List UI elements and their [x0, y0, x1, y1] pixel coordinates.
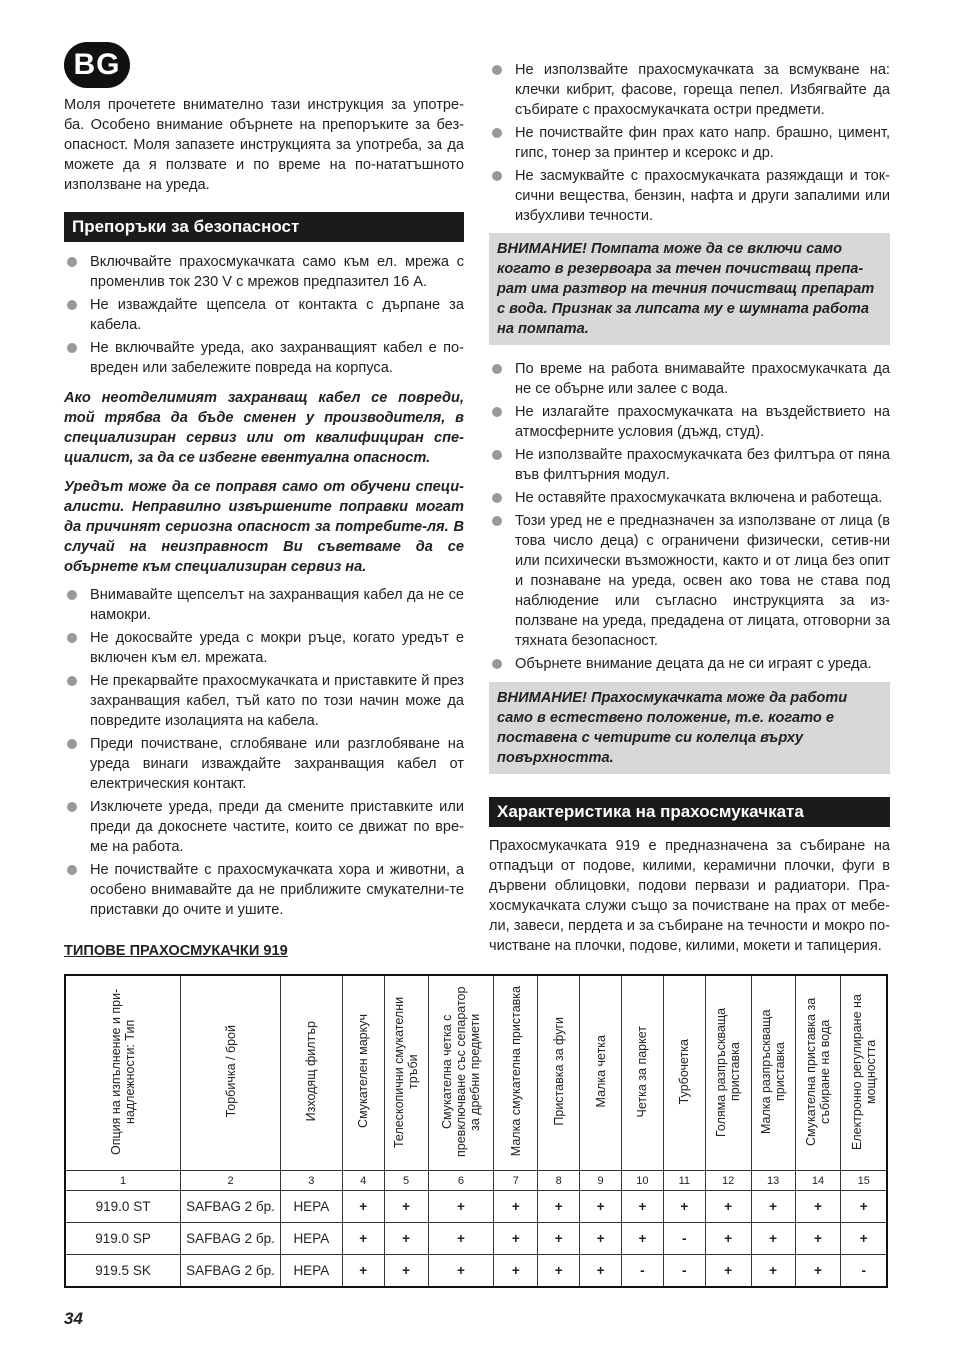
table-cell: +	[663, 1191, 705, 1223]
table-cell: +	[384, 1191, 428, 1223]
characteristics-paragraph: Прахосмукачката 919 е предназначена за събиране на отпадъци от подове, килими, керамични плочки, фуги в дървени облицовки, подови первази и радиатори. Пра-хосмукачката служи също за почистване на прах от мебе-ли, завеси, пердета и за събиране на течности и мокро по-чистване на плочки, подове, килими, мокети и тапицерия.	[489, 838, 890, 954]
table-cell: -	[841, 1255, 887, 1288]
table-cell: SAFBAG 2 бр.	[181, 1223, 281, 1255]
bullet-icon	[492, 516, 502, 526]
bullet-text: Не почиствайте фин прах като напр. брашно, цимент, гипс, тонер за принтер и ксерокс и др.	[515, 125, 890, 161]
bullet-text: Не използвайте прахосмукачката за всмукване на: клечки кибрит, фасове, гореща пепел. Избягвайте да събирате с прахосмукачката остри предмети.	[515, 62, 890, 118]
bullet-icon	[492, 364, 502, 374]
column-header-label: Четка за паркет	[635, 1025, 650, 1118]
bullet-text: Не докосвайте уреда с мокри ръце, когато уредът е включен към ел. мрежата.	[90, 630, 464, 666]
table-cell: +	[538, 1191, 580, 1223]
column-header	[342, 975, 384, 1171]
column-header-label: Приставка за фуги	[551, 1017, 566, 1126]
column-number: 1	[65, 1171, 181, 1191]
safety-list-2	[64, 585, 464, 920]
bullet-item	[489, 445, 890, 485]
table-cell: +	[428, 1255, 494, 1288]
bullet-icon	[67, 676, 77, 686]
table-cell: +	[622, 1191, 664, 1223]
warning-repair: Уредът може да се поправя само от обучени специ-алисти. Неправилно извършените поправки могат да причинят сериозна опасност за потребите-ля. В случай на неизправност Ви съветваме да се обърнете към специализиран сервиз на.	[64, 479, 464, 575]
bullet-icon	[67, 590, 77, 600]
table-cell: SAFBAG 2 бр.	[181, 1255, 281, 1288]
table-cell: 919.0 SP	[65, 1223, 181, 1255]
table-cell: +	[705, 1191, 751, 1223]
table-cell: +	[494, 1191, 538, 1223]
table-row	[65, 1191, 887, 1223]
column-number: 13	[751, 1171, 795, 1191]
bullet-item	[489, 123, 890, 163]
bullet-icon	[492, 128, 502, 138]
column-number: 7	[494, 1171, 538, 1191]
position-warning-box: ВНИМАНИЕ! Прахосмукачката може да работи само в естествено положение, т.е. когато е поставена с четирите си колелца върху повърхността.	[489, 682, 890, 774]
table-cell: -	[663, 1223, 705, 1255]
bullet-text: Внимавайте щепселът на захранващия кабел да не се намокри.	[90, 587, 464, 623]
bullet-item	[64, 338, 464, 378]
page-number: 34	[64, 1309, 83, 1328]
bullet-icon	[67, 257, 77, 267]
column-header	[841, 975, 887, 1171]
table-cell: +	[342, 1223, 384, 1255]
column-header-label: Малка четка	[593, 1035, 608, 1108]
bullet-text: Не включвайте уреда, ако захранващият кабел е по-вреден или забележите повреда на корпуса.	[90, 340, 464, 376]
table-cell: +	[342, 1255, 384, 1288]
column-header	[384, 975, 428, 1171]
table-cell: -	[663, 1255, 705, 1288]
intro-paragraph: Моля прочетете внимателно тази инструкция за употре-ба. Особено внимание обърнете на препоръките за без-опасност. Моля запазете инструкцията за употреба, за да можете да я ползвате и по време на по-нататъшното използване на уреда.	[64, 97, 464, 193]
table-cell: +	[795, 1223, 841, 1255]
column-header	[428, 975, 494, 1171]
column-number: 9	[580, 1171, 622, 1191]
table-cell: +	[622, 1223, 664, 1255]
bullet-text: По време на работа внимавайте прахосмукачката да не се обърне или залее с вода.	[515, 361, 890, 397]
column-header-label: Опция на изпълнение и при-надлежности: Тип	[109, 988, 138, 1155]
table-cell: HEPA	[280, 1255, 342, 1288]
column-number: 2	[181, 1171, 281, 1191]
column-header	[538, 975, 580, 1171]
bullet-item	[489, 402, 890, 442]
bullet-icon	[67, 739, 77, 749]
bullet-text: Не засмуквайте с прахосмукачката разяждащи и ток-сични вещества, бензин, нафта и други запалими или избухливи течности.	[515, 168, 890, 224]
pump-warning-box: ВНИМАНИЕ! Помпата може да се включи само когато в резервоара за течен почистващ препа-рат има разтвор на течния почистващ препарат с вода. Признак за липсата му е шумната работа на помпата.	[489, 233, 890, 345]
right-list-1	[489, 60, 890, 226]
characteristics-heading: Характеристика на прахосмукачката	[489, 797, 890, 827]
bullet-item	[64, 734, 464, 794]
table-cell: +	[751, 1223, 795, 1255]
column-header-label: Електронно регулиране на мощността	[849, 993, 878, 1150]
bullet-text: Не излагайте прахосмукачката на въздействието на атмосферните условия (дъжд, студ).	[515, 404, 890, 440]
column-header-label: Малка разпръскваща приставка	[759, 1009, 788, 1134]
bullet-icon	[492, 493, 502, 503]
column-number: 15	[841, 1171, 887, 1191]
table-cell: +	[795, 1191, 841, 1223]
table-cell: +	[538, 1255, 580, 1288]
bullet-icon	[67, 865, 77, 875]
column-header-label: Смукателен маркуч	[356, 1014, 371, 1129]
bullet-text: Преди почистване, сглобяване или разглобяване на уреда винаги изваждайте захранващия кабел от електрическия контакт.	[90, 736, 464, 792]
column-header	[181, 975, 281, 1171]
table-cell: +	[384, 1255, 428, 1288]
column-number: 4	[342, 1171, 384, 1191]
left-column	[64, 95, 464, 923]
table-cell: +	[705, 1255, 751, 1288]
column-header	[622, 975, 664, 1171]
bullet-item	[64, 860, 464, 920]
types-title: ТИПОВЕ ПРАХОСМУКАЧКИ 919	[64, 943, 288, 959]
table-cell: +	[751, 1255, 795, 1288]
column-header	[494, 975, 538, 1171]
bullet-item	[64, 671, 464, 731]
bullet-item	[489, 488, 890, 508]
bullet-icon	[67, 633, 77, 643]
bullet-text: Не оставяйте прахосмукачката включена и работеща.	[515, 490, 883, 506]
table-cell: +	[494, 1255, 538, 1288]
types-table	[64, 974, 888, 1288]
column-header	[280, 975, 342, 1171]
table-row	[65, 1223, 887, 1255]
bullet-text: Не почиствайте с прахосмукачката хора и животни, а особено внимавайте да не приближите смукателни-те приставки до очите и ушите.	[90, 862, 464, 918]
column-header	[705, 975, 751, 1171]
table-cell: HEPA	[280, 1191, 342, 1223]
bullet-item	[64, 628, 464, 668]
table-cell: +	[705, 1223, 751, 1255]
column-header	[751, 975, 795, 1171]
language-badge: BG	[64, 42, 130, 88]
column-header-label: Телескопични смукателни тръби	[392, 995, 421, 1148]
table-cell: +	[751, 1191, 795, 1223]
column-header-label: Малка смукателна приставка	[508, 986, 523, 1157]
table-cell: +	[538, 1223, 580, 1255]
column-header-label: Смукателна приставка за събиране на вода	[804, 997, 832, 1146]
column-header	[580, 975, 622, 1171]
table-cell: +	[428, 1223, 494, 1255]
bullet-icon	[67, 802, 77, 812]
bullet-item	[489, 166, 890, 226]
warning-cable: Ако неотделимият захранващ кабел се повреди, той трябва да бъде сменен у производителя, в специализиран сервиз или от квалифициран спе-циалист, за да се избегне евентуална опасност.	[64, 390, 464, 466]
safety-list-1	[64, 252, 464, 378]
column-number: 3	[280, 1171, 342, 1191]
table-cell: +	[580, 1255, 622, 1288]
column-number: 11	[663, 1171, 705, 1191]
safety-heading: Препоръки за безопасност	[64, 212, 464, 242]
bullet-text: Този уред не е предназначен за използване от лица (в това число деца) с ограничени физически, сетив-ни или психически възможности, както и от лица без опит и познаване на уреда, освен ако това не става под наблюдение или съгласно инструкцията за из-ползване на уреда, предадена от лицата, отговорни за тяхната безопасност.	[515, 513, 890, 649]
table-cell: SAFBAG 2 бр.	[181, 1191, 281, 1223]
bullet-text: Обърнете внимание децата да не си играят с уреда.	[515, 656, 872, 672]
table-number-row	[65, 1171, 887, 1191]
column-header	[65, 975, 181, 1171]
bullet-icon	[492, 171, 502, 181]
column-number: 8	[538, 1171, 580, 1191]
bullet-item	[489, 654, 890, 674]
column-header-label: Торбичка / брой	[223, 1025, 238, 1118]
table-header-row	[65, 975, 887, 1171]
right-column	[489, 60, 890, 956]
bullet-icon	[67, 343, 77, 353]
table-cell: +	[841, 1191, 887, 1223]
column-header	[663, 975, 705, 1171]
table-cell: -	[622, 1255, 664, 1288]
column-number: 10	[622, 1171, 664, 1191]
bullet-item	[489, 511, 890, 651]
bullet-text: Не прекарвайте прахосмукачката и приставките й през захранващия кабел, тъй като по този начин може да повредите изолацията на кабела.	[90, 673, 464, 729]
bullet-item	[64, 797, 464, 857]
bullet-item	[489, 60, 890, 120]
bullet-icon	[492, 450, 502, 460]
bullet-item	[64, 585, 464, 625]
column-header	[795, 975, 841, 1171]
bullet-icon	[492, 407, 502, 417]
table-cell: +	[580, 1191, 622, 1223]
right-list-2	[489, 359, 890, 674]
bullet-item	[64, 252, 464, 292]
column-header-label: Голяма разпръскваща приставка	[714, 1006, 743, 1137]
table-cell: +	[342, 1191, 384, 1223]
table-cell: +	[795, 1255, 841, 1288]
bullet-text: Включвайте прахосмукачката само към ел. мрежа с променлив ток 230 V с мрежов предпазител 16 A.	[90, 254, 464, 290]
bullet-text: Изключете уреда, преди да смените приставките или преди да докоснете частите, които се движат по вре-ме на работа.	[90, 799, 464, 855]
bullet-text: Не използвайте прахосмукачката без филтъра от пяна във филтърния модул.	[515, 447, 890, 483]
column-number: 14	[795, 1171, 841, 1191]
table-cell: 919.5 SK	[65, 1255, 181, 1288]
bullet-item	[489, 359, 890, 399]
bullet-item	[64, 295, 464, 335]
table-cell: +	[841, 1223, 887, 1255]
bullet-icon	[492, 65, 502, 75]
column-header-label: Изходящ филтър	[304, 1021, 319, 1122]
bullet-icon	[492, 659, 502, 669]
table-cell: HEPA	[280, 1223, 342, 1255]
table-cell: 919.0 ST	[65, 1191, 181, 1223]
column-header-label: Смукателна четка с превключване със сепаратор за дребни предмети	[439, 986, 482, 1157]
column-number: 5	[384, 1171, 428, 1191]
bullet-icon	[67, 300, 77, 310]
table-cell: +	[494, 1223, 538, 1255]
column-number: 6	[428, 1171, 494, 1191]
table-cell: +	[384, 1223, 428, 1255]
column-header-label: Турбочетка	[677, 1038, 692, 1105]
table-cell: +	[580, 1223, 622, 1255]
table-row	[65, 1255, 887, 1288]
column-number: 12	[705, 1171, 751, 1191]
bullet-text: Не изваждайте щепсела от контакта с дърпане за кабела.	[90, 297, 464, 333]
table-cell: +	[428, 1191, 494, 1223]
